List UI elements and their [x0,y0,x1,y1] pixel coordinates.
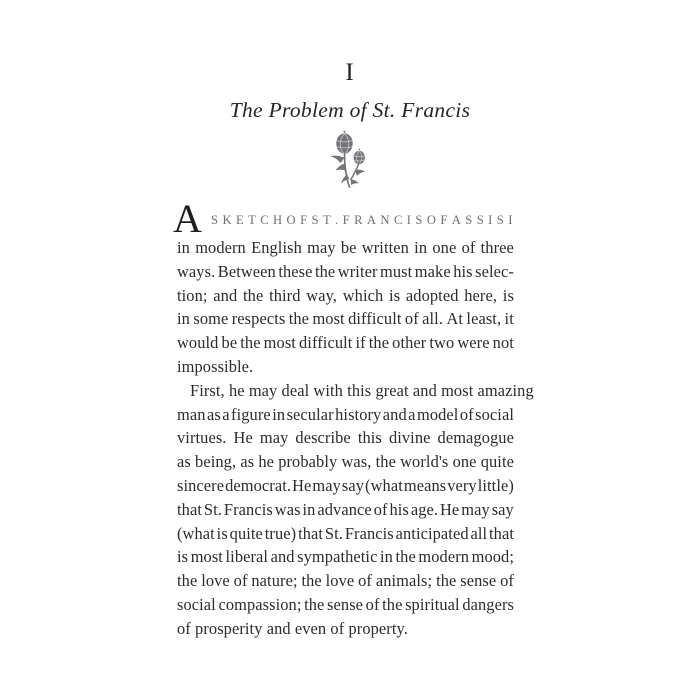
word: be [340,238,357,257]
smallcap-letter: S [476,213,485,227]
word: nature; [251,571,298,591]
text-line [177,545,514,569]
text-line [177,522,514,546]
word: must [380,261,413,281]
text-line [177,236,514,260]
word: He [292,475,312,495]
smallcap-letter: . [335,213,340,227]
smallcap-letter: I [406,213,413,227]
text-line [177,450,514,474]
text-line: impossible. [177,356,254,376]
word: English [251,238,302,257]
smallcap-letter: I [508,213,514,227]
word: social [177,594,216,614]
word: as [240,452,255,472]
word: of [365,594,380,614]
smallcap-letter: A [451,213,463,227]
word: modern [418,547,470,567]
word: difficult [348,309,402,329]
word: his [389,499,409,519]
word: that [177,499,202,519]
smallcap-letter: N [380,213,391,227]
word: two [429,333,455,353]
word: anticipated [395,523,469,543]
word: the [177,571,198,591]
word: most [263,333,296,353]
smallcap-letter: S [311,213,320,227]
word: writer [337,261,378,281]
text-line [177,284,514,308]
word: the [301,571,322,591]
word: quite [480,452,514,472]
word: the [395,547,416,567]
word: all. [422,309,444,329]
word: one [432,238,457,257]
word: all [470,523,488,543]
word: Between [217,261,276,281]
word: the [436,571,457,591]
text-line [177,569,514,593]
smallcap-letter: C [393,213,404,227]
word: that [489,523,514,543]
text-line [177,426,514,450]
word: age. [410,499,439,519]
word: adopted [405,285,459,305]
word: that [298,523,324,543]
word: a [408,404,416,424]
smallcap-letter: S [211,213,220,227]
word: social [475,404,514,424]
smallcap-letter: S [415,213,424,227]
word: some [193,309,229,329]
chapter-title: The Problem of St. Francis [229,98,471,122]
word: was [274,499,301,519]
text-line [177,498,514,522]
word: as [206,404,221,424]
word: Francis [223,499,273,519]
word: of [358,571,372,591]
word: sincere [177,475,225,495]
word: be [221,333,238,353]
word: may [312,475,341,495]
drop-cap: A [173,196,202,241]
smallcap-letter: I [488,213,494,227]
word: in [177,309,190,329]
word: these [278,261,313,281]
word: dangers [462,594,514,614]
thistle-flower-icon [324,130,376,188]
word: selec- [475,261,514,281]
chapter-heading [0,58,700,123]
word: may [307,238,336,257]
body-text [173,196,534,641]
word: and [213,285,238,305]
word: one [452,452,477,472]
word: third [269,285,301,305]
word: love [325,571,355,591]
smallcap-letter: F [440,213,449,227]
word: is [389,285,401,305]
word: would [177,333,219,353]
word: written [361,238,409,257]
word: was, [341,452,372,472]
word: in [302,499,316,519]
smallcap-letter: E [235,213,245,227]
word: which [342,285,384,305]
word: very [447,475,477,495]
paragraph-2 [177,379,534,641]
word: most [190,547,223,567]
word: the [368,333,390,353]
smallcap-letter: S [496,213,506,227]
word: history [335,404,382,424]
text-line: First, he may deal with this great and most amazing [190,380,534,400]
word: in [272,404,286,424]
word: of [461,238,476,257]
smallcap-letter: F [342,213,351,227]
word: of [500,571,514,591]
word: true) [264,523,297,543]
word: (what [177,523,215,543]
smallcap-letter: O [286,213,297,227]
ornament [0,130,700,188]
word: of [373,499,388,519]
word: least, [466,309,502,329]
paragraph-1 [173,196,514,379]
word: democrat. [225,475,292,495]
word: the [288,309,310,329]
smallcap-letter: K [222,213,233,227]
word: probably [278,452,338,472]
word: divine [388,428,431,448]
word: in [380,547,393,567]
word: the [375,452,396,472]
word: say [491,499,514,519]
smallcap-letter: F [300,213,309,227]
word: means [403,475,447,495]
chapter-number: I [345,59,355,86]
word: the [240,333,261,353]
word: world's [400,452,449,472]
word: sympathetic [297,547,378,567]
word: difficult [299,333,353,353]
word: here, [464,285,498,305]
word: advance [317,499,372,519]
word: ways. [177,261,216,281]
word: most [312,309,345,329]
word: of [233,571,248,591]
word: At [446,309,464,329]
word: liberal [225,547,269,567]
word: sense [460,571,497,591]
word: if [355,333,366,353]
word: demagogue [437,428,514,448]
word: he [258,452,275,472]
word: a [222,404,230,424]
word: Francis [344,523,394,543]
word: spiritual [405,594,460,614]
word: say [341,475,365,495]
text-line [177,331,514,355]
word: sense [327,594,364,614]
word: He [233,428,253,448]
word: may [461,499,490,519]
word: as [177,452,191,472]
word: man [177,404,206,424]
text-line [177,307,514,331]
smallcap-letter: A [366,213,378,227]
word: not [492,333,514,353]
text-line [177,260,514,284]
word: and [382,404,407,424]
word: the [304,594,325,614]
word: other [392,333,427,353]
text-line [177,593,514,617]
smallcap-letter: C [260,213,270,227]
word: and [270,547,295,567]
word: is [177,547,189,567]
text-line [177,403,514,427]
word: in [414,238,428,257]
word: way, [306,285,338,305]
word: this [357,428,382,448]
word: respects [231,309,286,329]
word: St. [203,499,222,519]
word: it [504,309,514,329]
word: of [404,309,419,329]
word: tion; [177,285,208,305]
word: virtues. [177,428,227,448]
smallcap-letter: S [465,213,474,227]
opening-line [173,196,514,241]
word: the [382,594,403,614]
word: quite [229,523,263,543]
smallcap-letter: H [273,213,284,227]
word: his [453,261,473,281]
word: the [243,285,264,305]
smallcap-letter: T [248,213,257,227]
word: animals; [375,571,433,591]
word: model [416,404,459,424]
word: the [314,261,336,281]
opening-smallcaps [211,196,514,240]
word: may [259,428,289,448]
word: St. [324,523,343,543]
word: figure [231,404,271,424]
word: of [459,404,474,424]
word: is [502,285,514,305]
text-line [177,474,514,498]
smallcap-letter: T [322,213,332,227]
smallcap-letter: O [426,213,438,227]
word: is [216,523,228,543]
word: compassion; [218,594,302,614]
word: describe [295,428,351,448]
word: in [177,238,190,257]
word: three [480,238,514,257]
word: (what [365,475,403,495]
word: being, [195,452,237,472]
word: make [414,261,451,281]
word: mood; [471,547,514,567]
word: were [457,333,490,353]
word: modern [195,238,246,257]
word: secular [286,404,334,424]
word: He [440,499,460,519]
text-line: of prosperity and even of property. [177,618,408,638]
word: little) [477,475,514,495]
word: love [201,571,230,591]
smallcap-letter: R [354,213,364,227]
